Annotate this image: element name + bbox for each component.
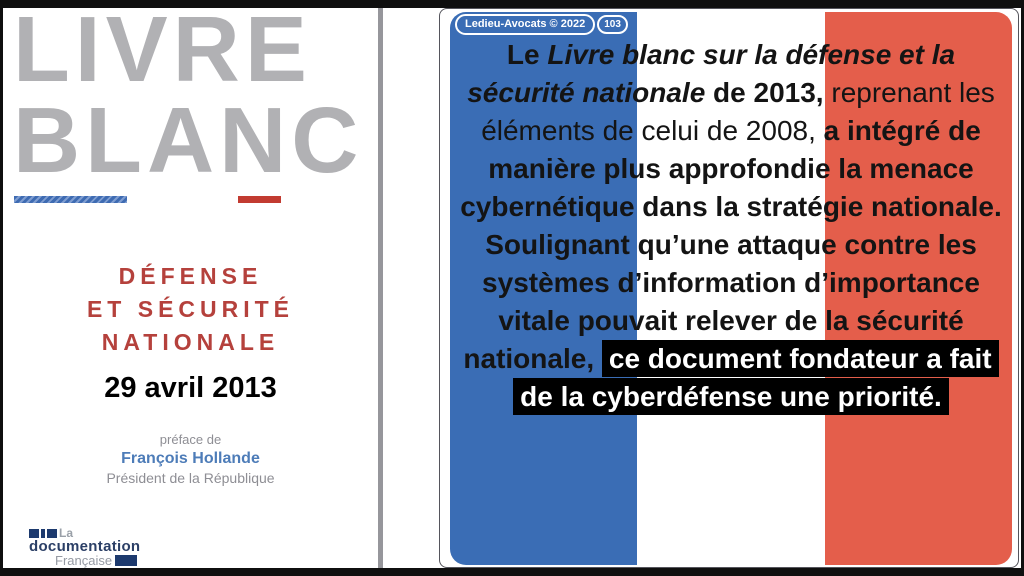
book-subtitle-line2: ET SÉCURITÉ xyxy=(86,296,295,322)
book-title xyxy=(13,0,364,192)
blue-hatched-bar xyxy=(14,196,127,203)
publisher-name-la: La xyxy=(59,526,74,540)
preface-block xyxy=(3,431,378,488)
book-subtitle xyxy=(3,260,378,359)
text-segment-book-title: Livre blanc sur la défense et la sécurité nationale xyxy=(467,39,956,108)
text-segment-regular: reprenant les éléments de celui de 2008, xyxy=(481,77,995,146)
publisher-logo-block-icon xyxy=(41,529,45,538)
publisher-logo-block-icon xyxy=(29,529,39,538)
book-title-line2: BLANC xyxy=(13,88,364,192)
publisher-name-francaise: Française xyxy=(55,553,113,568)
publisher-logo-block-icon xyxy=(47,529,57,538)
text-segment-after-title: de 2013, xyxy=(705,77,824,108)
publisher-logo xyxy=(29,527,140,567)
book-cover xyxy=(3,0,383,568)
publisher-logo-block-icon xyxy=(115,555,137,566)
publisher-name-documentation: documentation xyxy=(29,538,141,555)
preface-author: François Hollande xyxy=(121,450,260,467)
book-date: 29 avril 2013 xyxy=(104,372,277,404)
preface-label: préface de xyxy=(159,432,222,447)
book-title-line1: LIVRE xyxy=(13,0,312,101)
flag-panel-frame xyxy=(439,8,1019,568)
text-segment-emphasis: a intégré de manière plus approfondie la menace cybernétique dans la stratégie nationale. Soulignant qu’une attaque contre les systèmes d’information d’importance vitale pouvait relever de la sécurité nationale, xyxy=(460,115,1002,374)
book-subtitle-line1: DÉFENSE xyxy=(118,263,263,289)
slide-body-text xyxy=(450,12,1012,565)
slide-page-number: 103 xyxy=(597,15,628,34)
preface-role: Président de la République xyxy=(106,470,275,486)
book-subtitle-line3: NATIONALE xyxy=(101,329,280,355)
text-segment-intro: Le xyxy=(506,39,548,70)
french-flag-background xyxy=(450,12,1012,565)
publisher-logo-row3 xyxy=(55,554,140,567)
copyright-badge-label: Ledieu-Avocats © 2022 xyxy=(455,14,595,35)
text-segment-highlighted: ce document fondateur a fait de la cyberdéfense une priorité. xyxy=(513,340,998,415)
red-bar xyxy=(238,196,281,203)
